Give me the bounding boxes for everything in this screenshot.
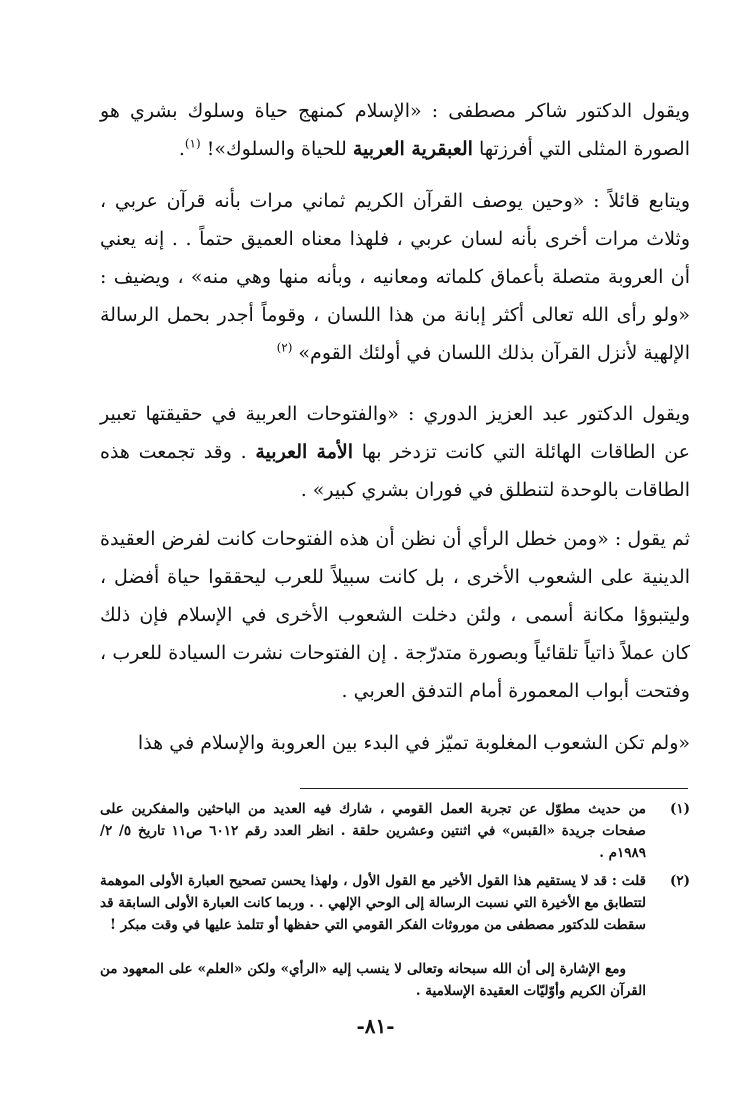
footnote-text: قلت : قد لا يستقيم هذا القول الأخير مع القول الأول ، ولهذا يحسن تصحيح العبارة الأولى الموهمة لتتطابق مع الأخيرة التي نسبت الرسالة إلى الوحي الإلهي . . وربما كانت العبارة الأولى السابقة قد سقطت للدكتور مصطفى من موروثات الفكر القومي التي حفظها أو تتلمذ عليها في وقت مبكر !: [99, 873, 646, 933]
footnote-separator: [300, 788, 688, 789]
footnote-text: من حديث مطوّل عن تجربة العمل القومي ، شارك فيه العديد من الباحثين والمفكرين على صفحات جريدة «القبس» في اثنتين وعشرين حلقة . انظر العدد رقم ٦٠١٢ ص١١ تاريخ ٥/ ٢/ ١٩٨٩م .: [100, 801, 647, 861]
footnote-number: (١): [669, 801, 690, 817]
paragraph-text: ويتابع قائلاً : «وحين يوصف القرآن الكريم ثماني مرات بأنه قرآن عربي ، وثلاث مرات أخرى بأنه لسان عربي ، فلهذا معناه العميق حتماً . . إنه يعني أن العروبة متصلة بأعماق كلماته ومعانيه ، وبأنه منها وهي منه» ، ويضيف : «ولو رأى الله تعالى أكثر إبانة من هذا اللسان ، وقوماً أجدر بحمل الرسالة الإلهية لأنزل القرآن بذلك اللسان في أولئك القوم»: [100, 190, 690, 364]
paragraph-conquered-peoples: [100, 724, 690, 762]
paragraph-text: للحياة والسلوك»!: [200, 138, 353, 160]
paragraph-text: ثم يقول : «ومن خطل الرأي أن نظن أن هذه الفتوحات كانت لفرض العقيدة الدينية على الشعوب الأخرى ، بل كانت سبيلاً للعرب ليحققوا حياة أفضل ، وليتبوؤا مكانة أسمى ، ولئن دخلت الشعوب الأخرى في الإسلام فإن ذلك كان عملاً ذاتياً تلقائياً وبصورة متدرّجة . إن الفتوحات نشرت السيادة للعرب ، وفتحت أبواب المعمورة أمام التدفق العربي .: [100, 528, 690, 702]
paragraph-text: «ولم تكن الشعوب المغلوبة تميّز في البدء بين العروبة والإسلام في هذا: [137, 732, 690, 754]
paragraph-text: . وقد تجمعت هذه الطاقات بالوحدة لتنطلق في فوران بشري كبير» .: [100, 441, 690, 501]
footnote-2: [100, 870, 690, 936]
paragraph-shakir-mustafa: [100, 92, 690, 168]
bold-phrase: العبقرية العربية: [352, 138, 473, 160]
paragraph-abdulaziz-duri: [100, 395, 690, 509]
footnote-1: [100, 798, 690, 864]
paragraph-text: .: [178, 138, 185, 160]
bold-phrase: الأمة العربية: [255, 441, 354, 463]
page-number: -٨١-: [356, 1014, 395, 1038]
paragraph-quran-arabic: [100, 182, 690, 372]
footnote-reference: (١): [184, 136, 201, 151]
footnote-reference: (٢): [276, 340, 293, 355]
footnote-number: (٢): [669, 873, 690, 889]
paragraph-text: ويقول الدكتور شاكر مصطفى : «الإسلام كمنهج حياة وسلوك بشري هو الصورة المثلى التي أفرزتها: [100, 100, 690, 160]
footnote-2-continuation: ومع الإشارة إلى أن الله سبحانه وتعالى لا ينسب إليه «الرأي» ولكن «العلم» على المعهود من القرآن الكريم وأوّليّات العقيدة الإسلامية .: [100, 961, 646, 999]
paragraph-text: ويقول الدكتور عبد العزيز الدوري : «والفتوحات العربية في حقيقتها تعبير عن الطاقات الهائلة التي كانت تزدخر بها: [100, 403, 690, 463]
paragraph-conquests: [100, 520, 690, 710]
